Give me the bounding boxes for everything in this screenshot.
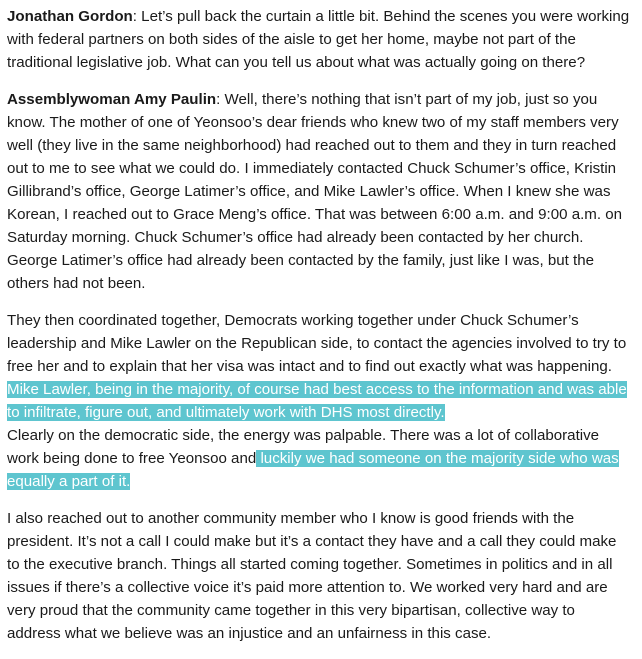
speaker-name-interviewee: Assemblywoman Amy Paulin [7, 91, 217, 108]
body-text: Clearly on the democratic side, the energy was palpable. There was a lot of collaborative work being done to free Yeonsoo and [7, 427, 600, 467]
interview-transcript [7, 5, 631, 659]
body-text: I also reached out to another community member who I know is good friends with the president. It’s not a call I could make but it’s a contact they have and a call they could make to the executive branch. Things all started coming together. Sometimes in politics and in all issues if there’s a collective voice it’s paid more attention to. We worked very hard and are very proud that the community came together in this very bipartisan, collective way to address what we believe was an injustice and an unfairness in this case. [7, 510, 617, 642]
answer-paragraph-continued [7, 309, 631, 493]
question-text: : Let’s pull back the curtain a little bit. Behind the scenes you were working with federal partners on both sides of the aisle to get her home, maybe not part of the traditional legislative job. What can you tell us about what was actually going on there? [7, 8, 630, 71]
answer-text: : Well, there’s nothing that isn’t part of my job, just so you know. The mother of one of Yeonsoo’s dear friends who knew two of my staff members very well (they live in the same neighborhood) had reached out to them and they in turn reached out to me to see what we could do. I immediately contacted Chuck Schumer’s office, Kristin Gillibrand’s office, George Latimer’s office, and Mike Lawler’s office. When I knew she was Korean, I reached out to Grace Meng’s office. That was between 6:00 a.m. and 9:00 a.m. on Saturday morning. Chuck Schumer’s office had already been contacted by her church. George Latimer’s office had already been contacted by the family, just like I was, but the others had not been. [7, 91, 623, 292]
speaker-name-interviewer: Jonathan Gordon [7, 8, 133, 25]
answer-paragraph-final [7, 507, 631, 645]
answer-paragraph [7, 88, 631, 295]
question-paragraph [7, 5, 631, 74]
highlighted-text: luckily we had someone on the majority side who was equally a part of it. [7, 450, 619, 490]
highlighted-text: Mike Lawler, being in the majority, of course had best access to the information and was able to infiltrate, figure out, and ultimately work with DHS most directly. [7, 381, 627, 421]
body-text: They then coordinated together, Democrats working together under Chuck Schumer’s leadership and Mike Lawler on the Republican side, to contact the agencies involved to try to free her and to explain that her visa was intact and to find out exactly what was happening. [7, 312, 627, 375]
